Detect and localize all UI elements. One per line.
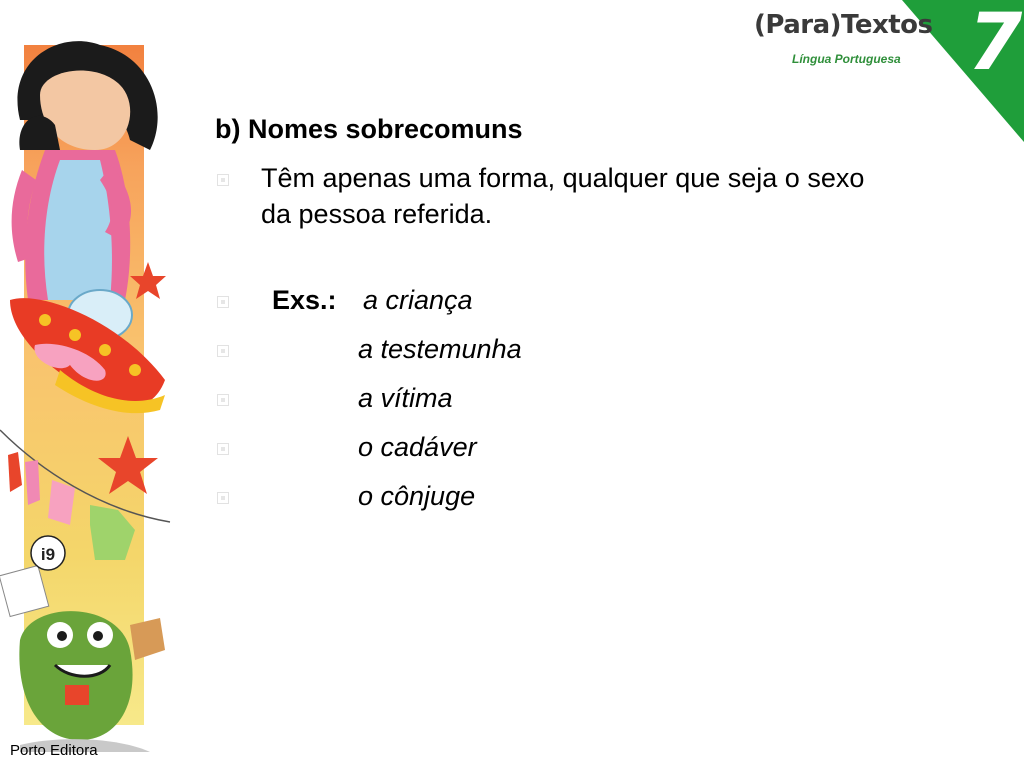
example-text: a vítima	[358, 383, 453, 413]
example-text: o cadáver	[358, 432, 477, 462]
slide-heading: b) Nomes sobrecomuns	[215, 114, 523, 144]
example-item	[215, 376, 895, 425]
brand-subtitle: Língua Portuguesa	[792, 52, 901, 66]
example-text: a testemunha	[358, 334, 522, 364]
woman-figure	[12, 41, 158, 300]
brand-title: (Para)Textos	[754, 10, 933, 40]
illustration-svg	[0, 0, 175, 768]
bullet-icon	[217, 394, 229, 406]
star-icon	[130, 262, 166, 299]
bullet-icon	[217, 443, 229, 455]
brand-number: 7	[968, 0, 1023, 88]
decorative-illustration	[0, 0, 175, 768]
speech-bubble	[31, 536, 65, 570]
intro-text: Têm apenas uma forma, qualquer que seja o sexo da pessoa referida.	[261, 163, 865, 229]
example-item	[215, 474, 895, 523]
alien-figure	[0, 566, 165, 752]
ufo-icon	[10, 290, 165, 413]
svg-text:i9: i9	[40, 545, 56, 564]
bullet-icon	[217, 345, 229, 357]
example-item	[215, 327, 895, 376]
examples-label: Exs.:	[272, 285, 337, 315]
intro-bullet	[215, 160, 895, 232]
spacer	[215, 232, 895, 278]
example-item	[215, 425, 895, 474]
slide-content	[215, 112, 895, 523]
star-icon	[98, 436, 158, 494]
example-text: a criança	[363, 285, 473, 315]
clothesline	[0, 430, 170, 560]
example-item	[215, 278, 895, 327]
bullet-icon	[217, 296, 229, 308]
example-text: o cônjuge	[358, 481, 476, 511]
bullet-icon	[217, 174, 229, 186]
publisher-footer: Porto Editora	[10, 742, 98, 759]
bullet-icon	[217, 492, 229, 504]
